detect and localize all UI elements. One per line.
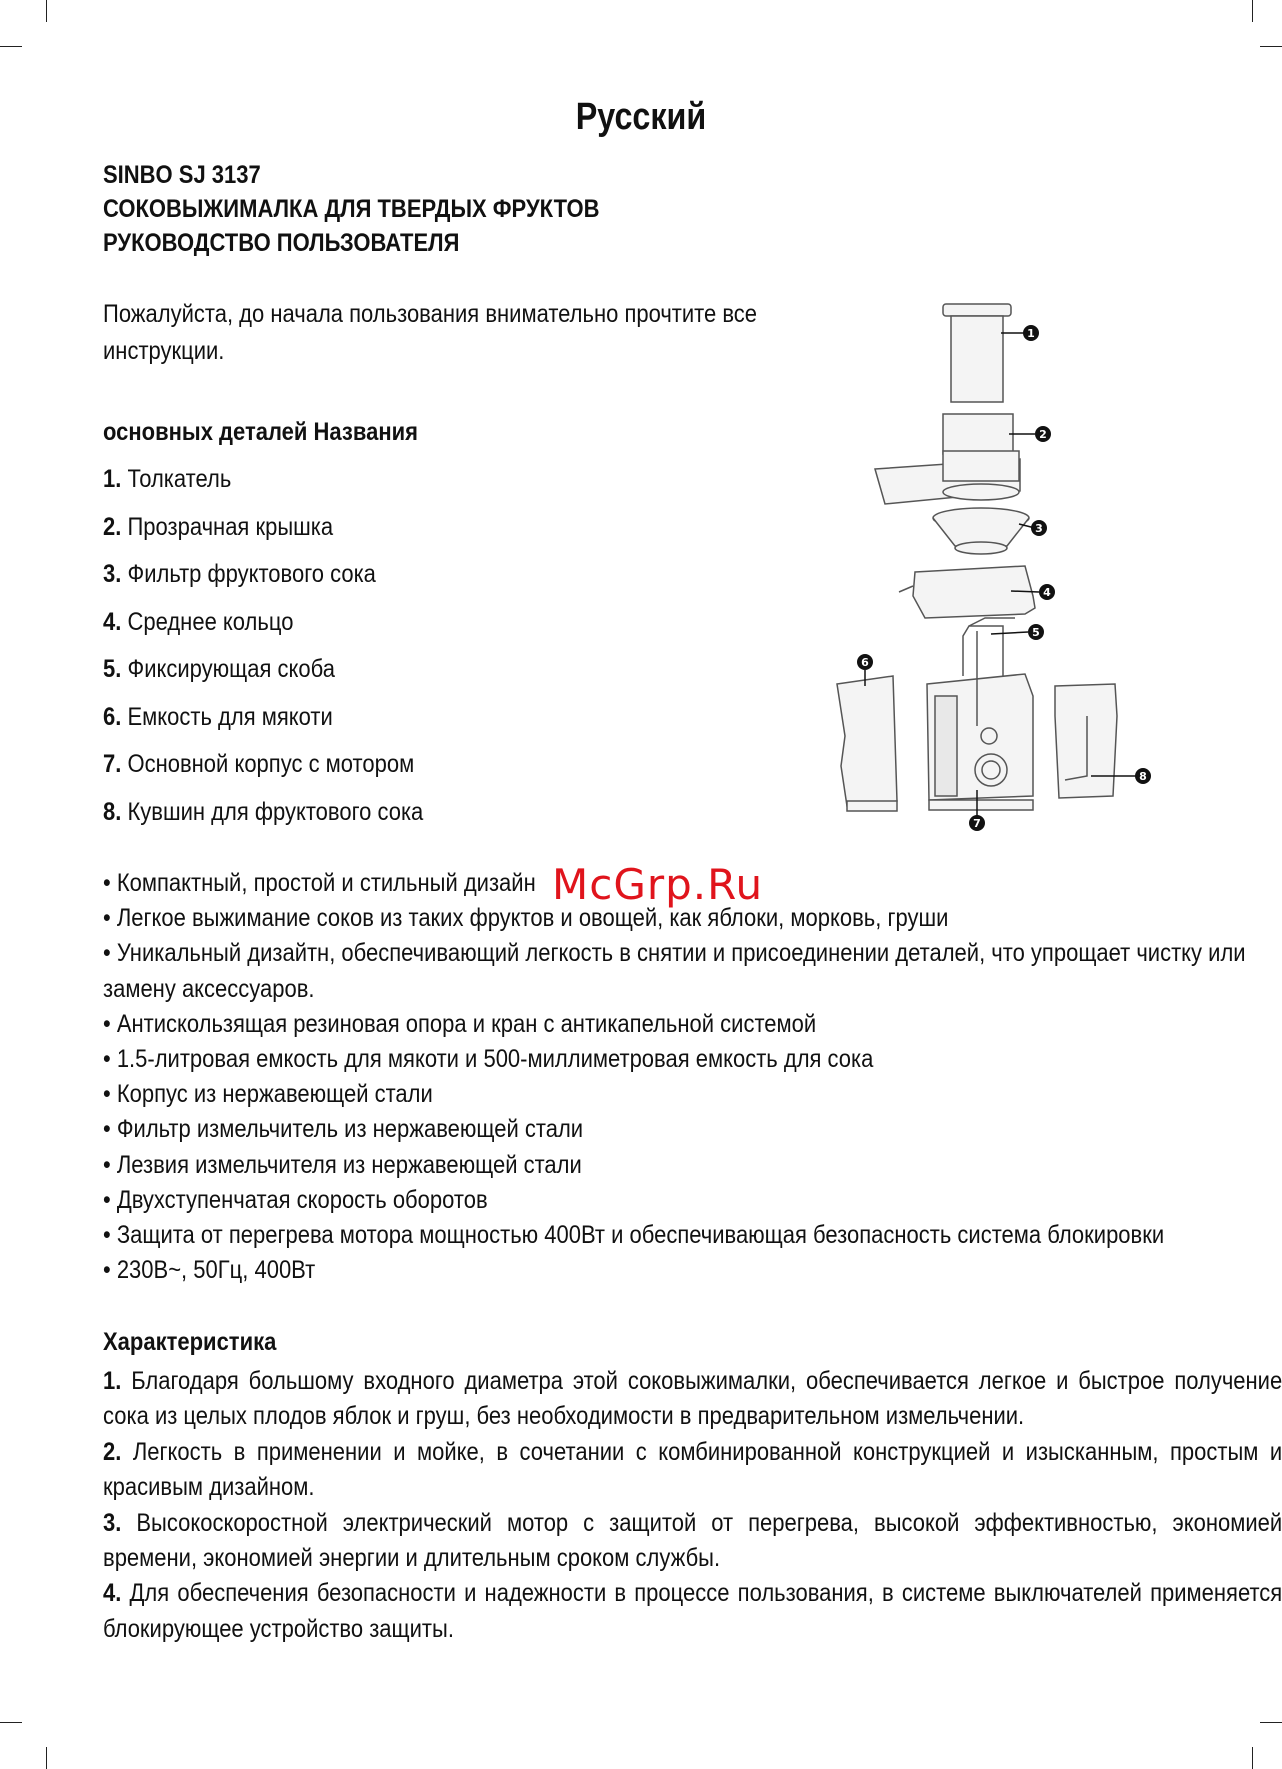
crop-mark [1260,1722,1282,1723]
page-title: Русский [575,96,707,138]
feature-item: • 230В~, 50Гц, 400Вт [103,1256,316,1285]
middle-ring-illustration [899,566,1035,618]
motor-base-illustration [927,631,1033,810]
watermark-text: McGrp.Ru [552,860,764,909]
product-line: СОКОВЫЖИМАЛКА ДЛЯ ТВЕРДЫХ ФРУКТОВ [103,195,600,223]
intro-text: Пожалуйста, до начала пользования внимательно прочтите все инструкции. [103,300,758,365]
part-item: 6. Емкость для мякоти [103,702,333,731]
juicer-diagram [825,296,1185,841]
feature-item: • Корпус из нержавеющей стали [103,1080,433,1109]
characteristic-item: 1. Благодаря большому входного диаметра этой соковыжималки, обеспечивается легкое и быстрое получение сока из целых плодов яблок и груш, без необходимости в предварительном измельчении. [103,1367,1282,1431]
part-item: 2. Прозрачная крышка [103,512,334,541]
characteristics-list [103,1364,1282,1647]
feature-item: • Компактный, простой и стильный дизайн [103,869,536,897]
feature-item: • Легкое выжимание соков из таких фруктов и овощей, как яблоки, морковь, груши [103,904,949,933]
crop-mark [0,1722,22,1723]
feature-item: • Антискользящая резиновая опора и кран с антикапельной системой [103,1009,817,1038]
crop-mark [1260,46,1282,47]
part-item: 3. Фильтр фруктового сока [103,560,376,588]
feature-item: • Фильтр измельчитель из нержавеющей стали [103,1115,584,1144]
part-item: 5. Фиксирующая скоба [103,655,335,683]
part-item: 8. Кувшин для фруктового сока [103,797,424,826]
feature-item: • Защита от перегрева мотора мощностью 400Вт и обеспечивающая безопасность система блокировки [103,1221,1165,1250]
crop-mark [46,1747,47,1769]
model-line: SINBO SJ 3137 [103,161,261,189]
document-header [103,158,599,260]
callout-2: 2 [1039,428,1047,441]
feature-item: • Уникальный дизайтн, обеспечивающий легкость в снятии и присоединении деталей, что упрощает чистку или замену аксессуаров. [103,939,1246,1003]
callout-4: 4 [1043,586,1051,599]
crop-mark [0,46,22,47]
feature-item: • Лезвия измельчителя из нержавеющей стали [103,1150,582,1179]
callout-1: 1 [1027,327,1035,340]
callout-8: 8 [1139,770,1147,783]
part-item: 4. Среднее кольцо [103,607,294,636]
parts-title: основных деталей Названия [103,418,418,446]
lid-illustration [875,414,1020,504]
feature-item: • 1.5-литровая емкость для мякоти и 500-миллиметровая емкость для сока [103,1045,874,1074]
crop-mark [46,0,47,22]
juice-jug-illustration [1055,684,1117,798]
parts-list [103,464,423,844]
crop-mark [1252,0,1253,22]
pusher-illustration [943,304,1011,402]
callout-6: 6 [861,656,869,669]
part-item: 7. Основной корпус с мотором [103,750,415,778]
characteristic-item: 4. Для обеспечения безопасности и надежности в процессе пользования, в системе выключателей применяется блокирующее устройство защиты. [103,1579,1282,1643]
manual-line: РУКОВОДСТВО ПОЛЬЗОВАТЕЛЯ [103,229,460,257]
callout-5: 5 [1032,626,1040,639]
part-item: 1. Толкатель [103,465,232,493]
callout-7: 7 [973,817,981,830]
bracket-illustration [963,618,1015,676]
crop-mark [1252,1747,1253,1769]
filter-illustration [933,508,1029,554]
characteristics-title: Характеристика [103,1328,277,1356]
feature-item: • Двухступенчатая скорость оборотов [103,1185,488,1214]
callout-3: 3 [1035,522,1043,535]
pulp-container-illustration [837,676,897,811]
features-list [103,866,1282,1288]
characteristic-item: 2. Легкость в применении и мойке, в сочетании с комбинированной конструкцией и изысканным, простым и красивым дизайном. [103,1437,1282,1502]
characteristic-item: 3. Высокоскоростной электрический мотор с защитой от перегрева, высокой эффективностью, экономией времени, экономией энергии и длительным сроком службы. [103,1508,1282,1573]
